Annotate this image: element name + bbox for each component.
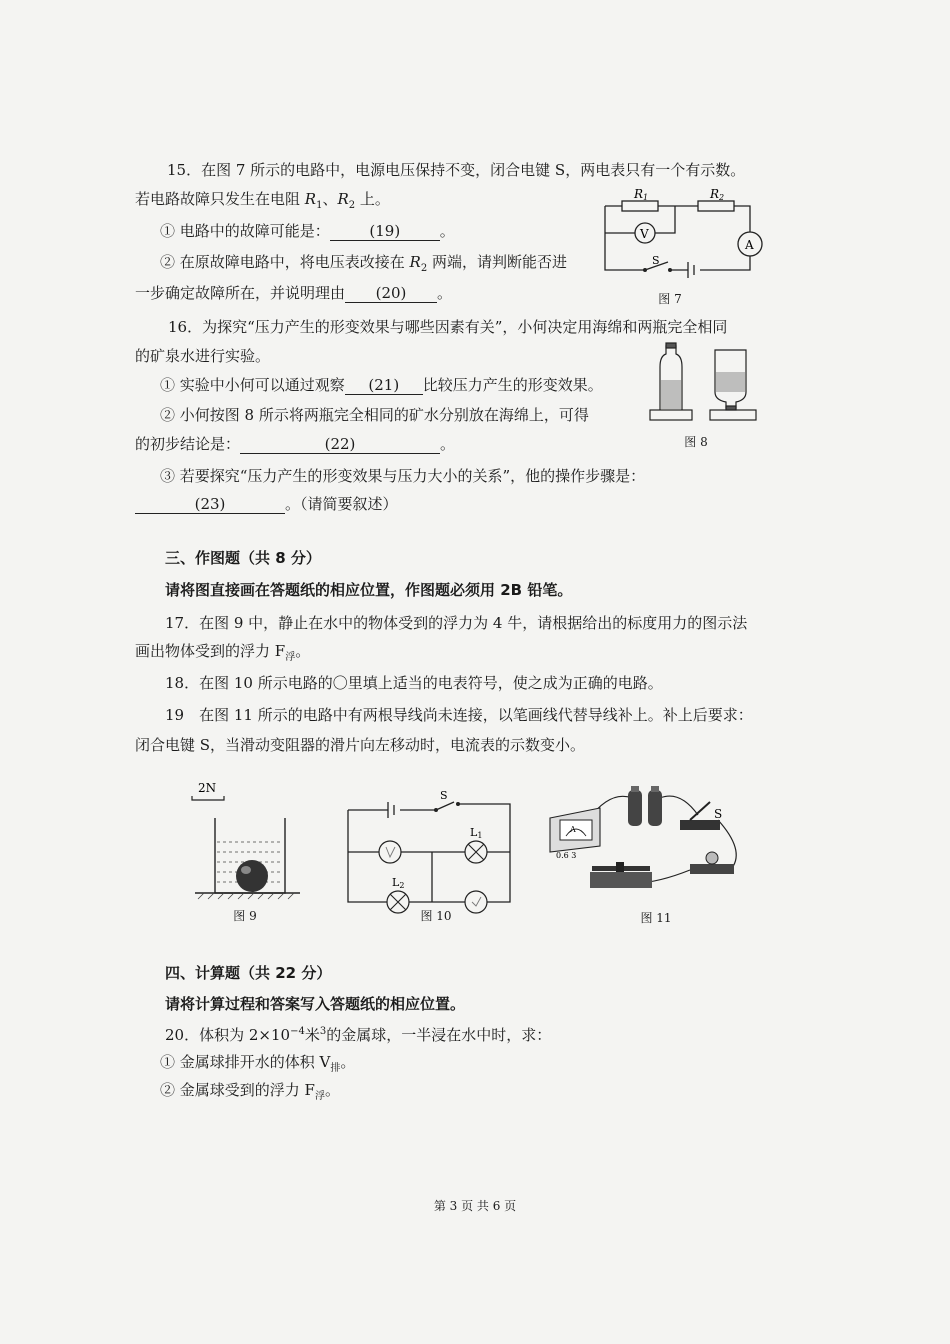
q19-line1: 19 在图 11 所示的电路中有两根导线尚未连接，以笔画线代替导线补上。补上后要求： (165, 706, 753, 724)
section-3-instructions: 请将图直接画在答题纸的相应位置，作图题必须用 2B 铅笔。 (165, 581, 573, 599)
q20-stem (165, 1022, 551, 1045)
section-3-title: 三、作图题（共 8 分） (165, 549, 321, 567)
q18: 18．在图 10 所示电路的〇里填上适当的电表符号，使之成为正确的电路。 (165, 674, 663, 692)
q16-item2-line2 (135, 434, 455, 454)
blank-22[interactable]: (22) (240, 435, 440, 454)
figure-11-caption: 图 11 (640, 911, 672, 925)
ammeter-symbol: A (570, 825, 576, 834)
separator: 、 (322, 190, 338, 208)
q20-unit-exponent: 3 (319, 1026, 327, 1037)
q15-item2 (160, 252, 567, 279)
q15-item2-line2 (135, 283, 452, 303)
fig10-l2: L2 (392, 876, 405, 890)
q16-item2-end: 。 (440, 435, 456, 453)
q15-item2-text: ② 在原故障电路中，将电压表改接在 (160, 253, 410, 271)
q15-item2-text-b: 两端，请判断能否进 (427, 253, 567, 271)
q20-item1-text: ① 金属球排开水的体积 V (160, 1053, 331, 1071)
scale-label: 2N (198, 781, 217, 795)
figure-10-circuit (340, 790, 520, 910)
figure-8-caption: 图 8 (684, 435, 708, 449)
blank-23[interactable]: (23) (135, 495, 285, 514)
ammeter-label: A (745, 238, 754, 252)
r2-symbol-2: R (409, 253, 421, 271)
q16-line1: 16．为探究“压力产生的形变效果与哪些因素有关”，小何决定用海绵和两瓶完全相同 (168, 318, 728, 336)
section-4-title: 四、计算题（共 22 分） (165, 964, 332, 982)
q15-item2-end: 。 (437, 284, 453, 302)
q16-item1-text: ① 实验中小何可以通过观察 (160, 376, 345, 394)
q20-item1-sub: 排 (330, 1063, 341, 1074)
fig10-switch-label: S (440, 789, 448, 802)
r2-sub-2: 2 (420, 263, 428, 274)
figure-7-caption: 图 7 (658, 292, 682, 306)
fig11-switch-label: S (714, 807, 723, 821)
voltmeter-label: V (640, 227, 649, 241)
q16-item2-line2-text: 的初步结论是： (135, 435, 241, 453)
q17-end: 。 (295, 642, 311, 660)
r1-sub: 1 (316, 200, 323, 211)
q17-line1: 17．在图 9 中，静止在水中的物体受到的浮力为 4 牛，请根据给出的标度用力的图示法 (165, 614, 748, 632)
r2-sub: 2 (348, 200, 356, 211)
blank-21[interactable]: (21) (345, 376, 423, 395)
figure-9-caption: 图 9 (233, 909, 257, 923)
fig10-l1: L1 (470, 826, 483, 840)
q20-exponent: −4 (290, 1026, 305, 1037)
q17-line2 (135, 641, 310, 668)
q15-item1-end: 。 (439, 222, 455, 240)
figure-8-bottles (640, 342, 760, 424)
q20-item2-sub: 浮 (314, 1091, 325, 1102)
q15-line2 (135, 189, 390, 216)
q15-item1-text: ① 电路中的故障可能是： (160, 222, 330, 240)
q16-item1 (160, 375, 603, 395)
q20-item1 (160, 1052, 355, 1079)
q15-item2-line2-text: 一步确定故障所在，并说明理由 (135, 284, 346, 302)
blank-20[interactable]: (20) (345, 284, 437, 303)
q17-text: 画出物体受到的浮力 F (135, 642, 286, 660)
q20-text: 20．体积为 2×10 (165, 1026, 291, 1044)
blank-19[interactable]: (19) (330, 222, 440, 241)
q20-item2-end: 。 (324, 1081, 340, 1099)
meter-terminals: 0.6 3 (556, 851, 577, 860)
page-footer: 第 3 页 共 6 页 (433, 1199, 517, 1213)
r2-symbol: R (337, 190, 349, 208)
q20-item1-end: 。 (340, 1053, 356, 1071)
q20-item2 (160, 1080, 340, 1107)
q15-item1 (160, 221, 455, 241)
q19-line2: 闭合电键 S，当滑动变阻器的滑片向左移动时，电流表的示数变小。 (135, 736, 586, 754)
fig7-switch-label: S (652, 254, 660, 267)
figure-9-floating-ball (190, 780, 300, 905)
fig7-r1: R1 (634, 187, 649, 202)
q16-line2: 的矿泉水进行实验。 (135, 347, 271, 365)
figure-11-circuit (540, 780, 745, 910)
q17-sub: 浮 (285, 652, 296, 663)
q16-item3-end: 。（请简要叙述） (285, 495, 398, 513)
q16-item2: ② 小何按图 8 所示将两瓶完全相同的矿水分别放在海绵上，可得 (160, 406, 589, 424)
q16-item3-line2 (135, 494, 398, 514)
section-4-instructions: 请将计算过程和答案写入答题纸的相应位置。 (165, 995, 466, 1013)
q20-text-end: 的金属球，一半浸在水中时，求： (326, 1026, 552, 1044)
r1-symbol: R (304, 190, 317, 208)
q15-text: 若电路故障只发生在电阻 (135, 190, 305, 208)
q20-unit: 米 (304, 1026, 320, 1044)
q20-item2-text: ② 金属球受到的浮力 F (160, 1081, 315, 1099)
q15-text-end: 上。 (355, 190, 390, 208)
figure-7-circuit (600, 188, 770, 288)
q15-line1: 15．在图 7 所示的电路中，电源电压保持不变，闭合电键 S，两电表只有一个有示数。 (167, 161, 746, 179)
q16-item3: ③ 若要探究“压力产生的形变效果与压力大小的关系”，他的操作步骤是： (160, 467, 646, 485)
fig7-r2: R2 (710, 187, 725, 202)
figure-10-caption: 图 10 (420, 909, 452, 923)
q16-item1-end: 比较压力产生的形变效果。 (422, 376, 603, 394)
